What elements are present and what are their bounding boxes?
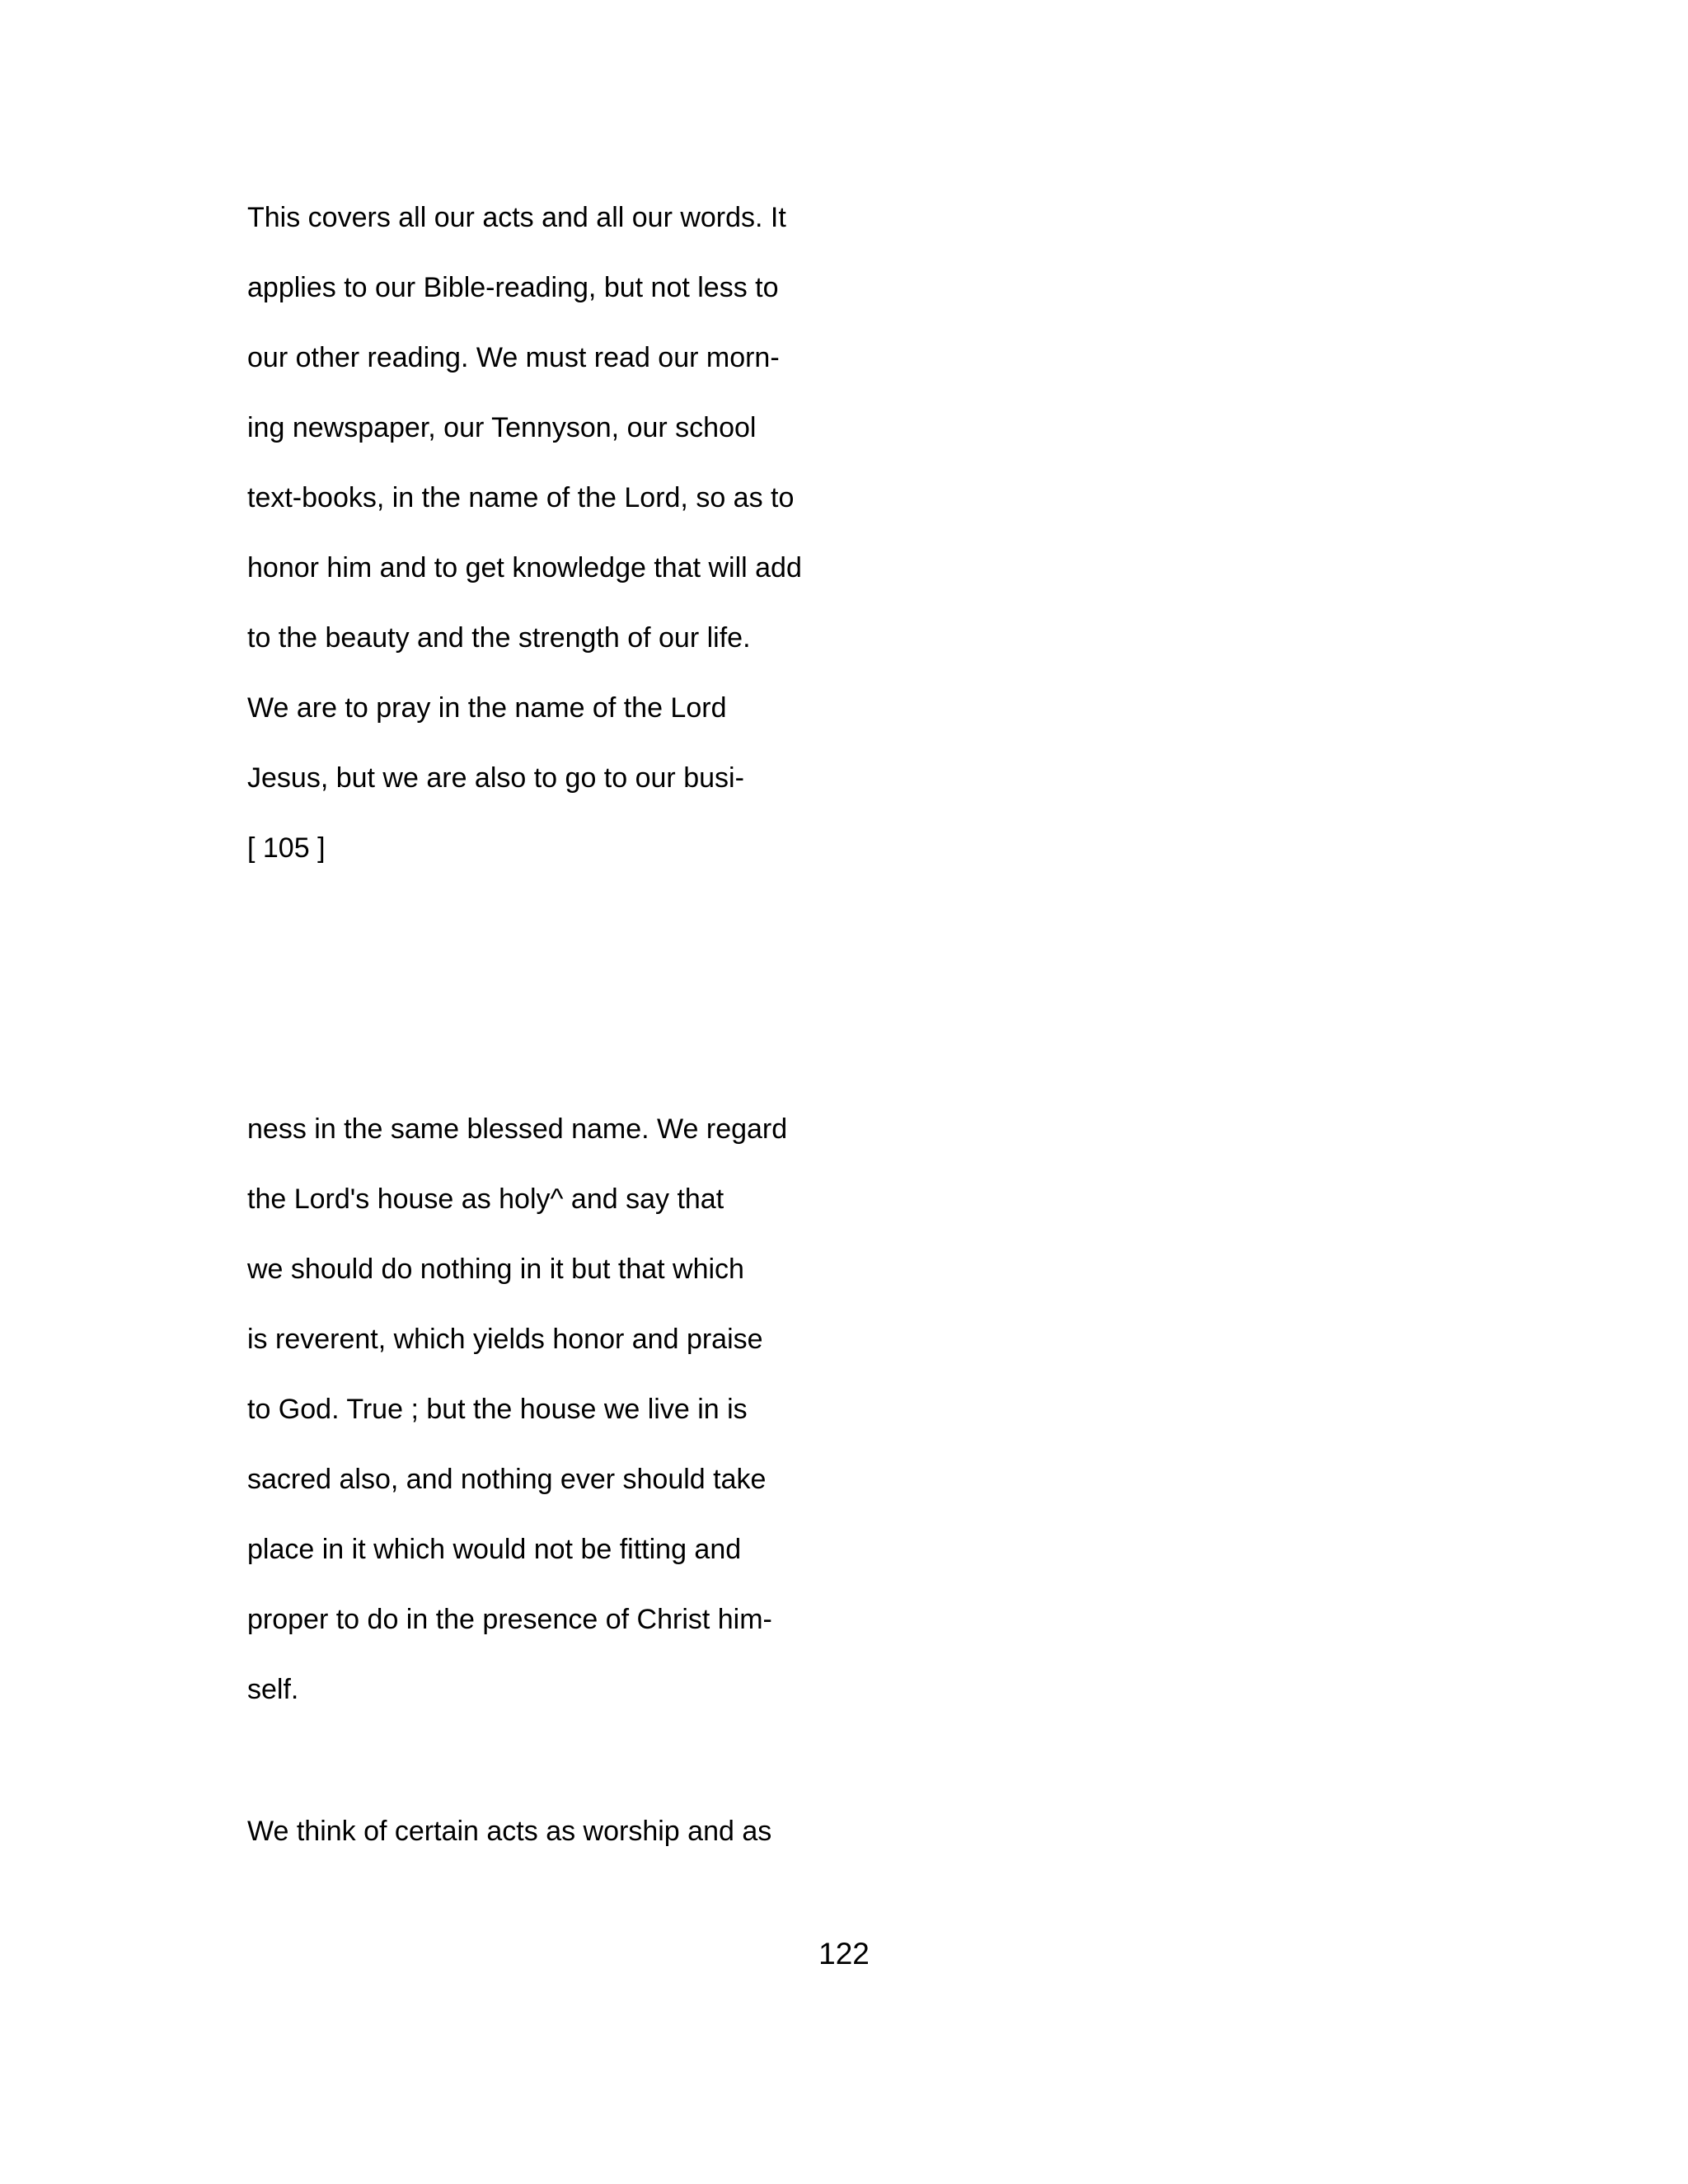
original-page-marker: [ 105 ] — [247, 832, 326, 864]
text-line: is reverent, which yields honor and praise — [247, 1324, 763, 1355]
text-line: ness in the same blessed name. We regard — [247, 1113, 788, 1145]
text-line: we should do nothing in it but that which — [247, 1254, 744, 1285]
text-block-2 — [247, 1094, 1154, 1725]
text-line: ing newspaper, our Tennyson, our school — [247, 412, 757, 443]
text-line: This covers all our acts and all our words. It — [247, 202, 786, 233]
page-number: 122 — [818, 1937, 870, 1971]
text-line: applies to our Bible-reading, but not less to — [247, 272, 779, 303]
text-line: our other reading. We must read our morn- — [247, 342, 780, 373]
text-line: proper to do in the presence of Christ him- — [247, 1604, 772, 1635]
text-line: self. — [247, 1674, 299, 1705]
text-line: We think of certain acts as worship and as — [247, 1816, 772, 1847]
text-line: the Lord's house as holy^ and say that — [247, 1183, 724, 1215]
text-line: text-books, in the name of the Lord, so as to — [247, 482, 795, 513]
text-line: We are to pray in the name of the Lord — [247, 692, 727, 724]
text-block-3 — [247, 1797, 1154, 1867]
text-line: to God. True ; but the house we live in is — [247, 1394, 748, 1425]
text-line: to the beauty and the strength of our life. — [247, 622, 751, 654]
text-line: Jesus, but we are also to go to our busi- — [247, 762, 744, 794]
text-block-1 — [247, 183, 1154, 883]
text-line: honor him and to get knowledge that will add — [247, 552, 802, 583]
text-line: sacred also, and nothing ever should take — [247, 1464, 767, 1495]
text-line: place in it which would not be fitting and — [247, 1534, 742, 1565]
